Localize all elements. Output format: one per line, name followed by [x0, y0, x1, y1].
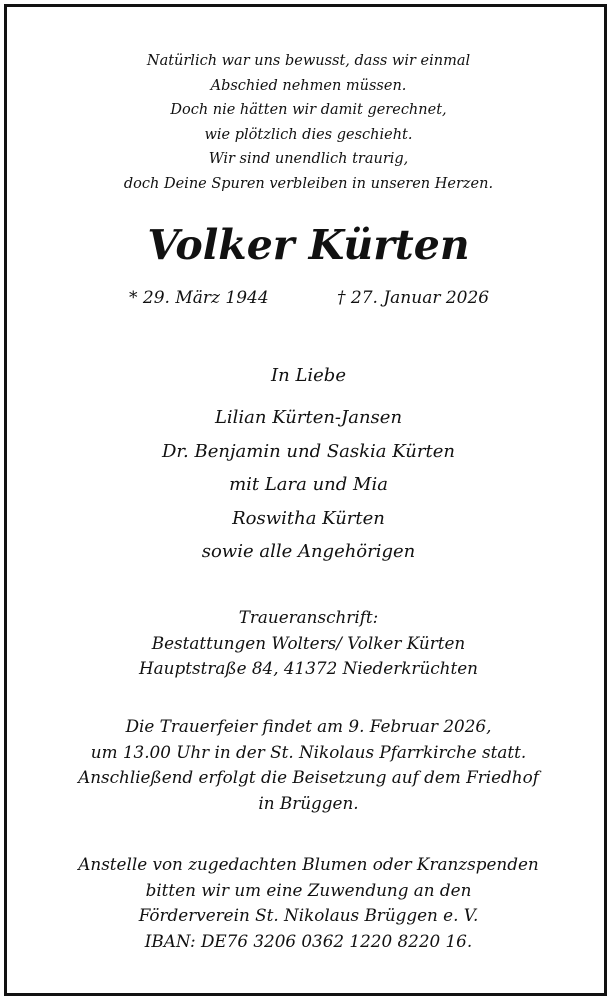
funeral-details — [7, 714, 610, 816]
death-date: † 27. Januar 2026 — [337, 288, 490, 308]
funeral-line: Anschließend erfolgt die Beisetzung auf dem Friedhof — [78, 767, 539, 787]
funeral-line: in Brüggen. — [258, 792, 359, 813]
verse-line: Wir sind unendlich traurig, — [208, 151, 409, 167]
funeral-line: Die Trauerfeier findet am 9. Februar 2026, — [125, 716, 492, 736]
obituary-border — [4, 4, 607, 996]
verse-line: Doch nie hätten wir damit gerechnet, — [170, 102, 447, 118]
mourner-line: Dr. Benjamin und Saskia Kürten — [161, 440, 455, 462]
donation-line: bitten wir um eine Zuwendung an den — [145, 879, 472, 900]
donation-line: Förderverein St. Nikolaus Brüggen e. V. — [138, 905, 479, 925]
verse-line: Abschied nehmen müssen. — [210, 77, 407, 94]
verse-line: doch Deine Spuren verbleiben in unseren Herzen. — [123, 175, 494, 192]
in-liebe-heading: In Liebe — [271, 365, 346, 386]
deceased-name: Volker Kürten — [147, 221, 470, 269]
address-line: Bestattungen Wolters/ Volker Kürten — [151, 632, 466, 653]
mourner-line: mit Lara und Mia — [229, 474, 388, 495]
mourners-list — [7, 401, 610, 569]
address-line: Traueranschrift: — [238, 607, 379, 627]
funeral-line: um 13.00 Uhr in der St. Nikolaus Pfarrkirche statt. — [90, 741, 527, 762]
address-line: Hauptstraße 84, 41372 Niederkrüchten — [139, 658, 478, 678]
mourner-line: Roswitha Kürten — [232, 507, 385, 529]
verse-line: wie plötzlich dies geschieht. — [204, 126, 413, 143]
mourner-line: Lilian Kürten-Jansen — [214, 407, 403, 428]
donation-request — [7, 852, 610, 954]
donation-line: IBAN: DE76 3206 0362 1220 8220 16. — [144, 930, 473, 951]
mourner-line: sowie alle Angehörigen — [201, 541, 416, 562]
verse-line: Natürlich war uns bewusst, dass wir einmal — [146, 53, 471, 69]
donation-line: Anstelle von zugedachten Blumen oder Kranzspenden — [78, 854, 539, 874]
birth-date: * 29. März 1944 — [129, 288, 269, 308]
memorial-verse — [7, 49, 610, 196]
mourning-address — [7, 605, 610, 682]
